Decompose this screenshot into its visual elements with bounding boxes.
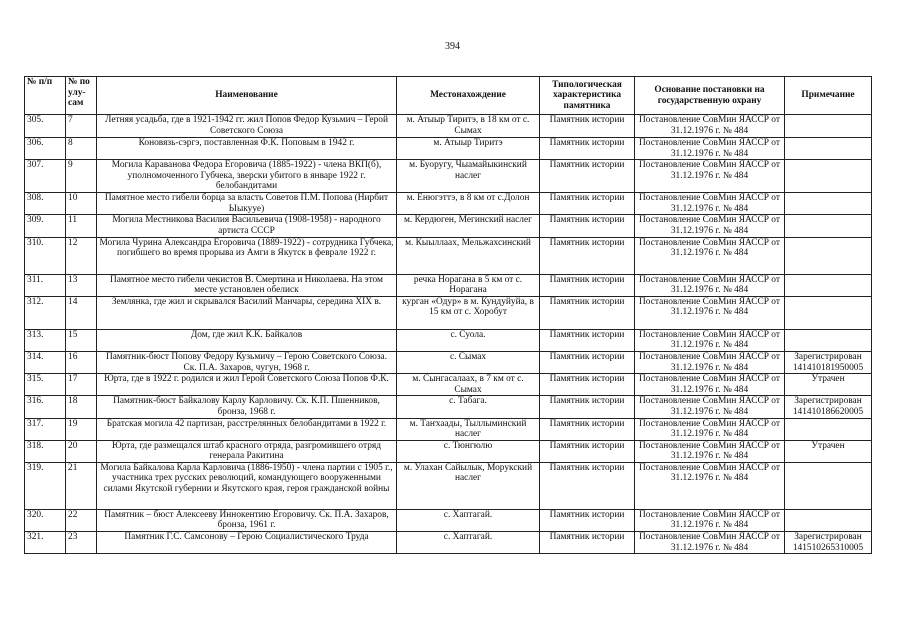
cell-note [785, 274, 872, 296]
cell-ulus-num: 8 [66, 138, 97, 160]
cell-ulus-num: 15 [66, 329, 97, 351]
cell-num: 317. [25, 418, 66, 440]
cell-num: 312. [25, 296, 66, 329]
cell-num: 306. [25, 138, 66, 160]
table-row [25, 418, 872, 440]
cell-name: Землянка, где жил и скрывался Василий Манчары, середина XIX в. [97, 296, 397, 329]
cell-num: 319. [25, 462, 66, 509]
table-row [25, 274, 872, 296]
cell-basis: Постановление СовМин ЯАССР от 31.12.1976 г. № 484 [635, 440, 785, 462]
cell-type: Памятник истории [540, 440, 635, 462]
cell-type: Памятник истории [540, 160, 635, 193]
cell-basis: Постановление СовМин ЯАССР от 31.12.1976 г. № 484 [635, 160, 785, 193]
cell-ulus-num: 13 [66, 274, 97, 296]
cell-basis: Постановление СовМин ЯАССР от 31.12.1976 г. № 484 [635, 351, 785, 373]
cell-num: 310. [25, 237, 66, 274]
cell-location: с. Тюнгюлю [397, 440, 540, 462]
cell-location: м. Кыыллаах, Мельжахсинский [397, 237, 540, 274]
cell-name: Юрта, где размещался штаб красного отряда, разгромившего отряд генерала Ракитина [97, 440, 397, 462]
cell-name: Могила Караванова Федора Егоровича (1885-1922) - члена ВКП(б), уполномоченного Губчека, зверски убитого в январе 1922 г. белобандитами [97, 160, 397, 193]
cell-name: Могила Местникова Василия Васильевича (1908-1958) - народного артиста СССР [97, 215, 397, 237]
cell-note [785, 237, 872, 274]
cell-location: м. Таҥхаады, Тыллыминский наслег [397, 418, 540, 440]
cell-basis: Постановление СовМин ЯАССР от 31.12.1976 г. № 484 [635, 509, 785, 531]
cell-name: Дом, где жил К.К. Байкалов [97, 329, 397, 351]
cell-location: с. Хаптагай. [397, 509, 540, 531]
cell-num: 313. [25, 329, 66, 351]
cell-note [785, 115, 872, 138]
table-row [25, 509, 872, 531]
cell-location: м. Улахан Сайылык, Морукский наслег [397, 462, 540, 509]
table-row [25, 329, 872, 351]
cell-type: Памятник истории [540, 462, 635, 509]
cell-name: Памятник-бюст Попову Федору Кузьмичу – Герою Советского Союза. Ск. П.А. Захаров, чугун, 1968 г. [97, 351, 397, 373]
cell-ulus-num: 10 [66, 193, 97, 215]
table-body [25, 115, 872, 554]
header-note: Примечание [785, 77, 872, 115]
cell-location: м. Атыыр Тиритэ [397, 138, 540, 160]
cell-num: 307. [25, 160, 66, 193]
cell-num: 320. [25, 509, 66, 531]
cell-basis: Постановление СовМин ЯАССР от 31.12.1976 г. № 484 [635, 329, 785, 351]
cell-num: 305. [25, 115, 66, 138]
cell-ulus-num: 11 [66, 215, 97, 237]
table-row [25, 160, 872, 193]
cell-basis: Постановление СовМин ЯАССР от 31.12.1976 г. № 484 [635, 215, 785, 237]
cell-ulus-num: 12 [66, 237, 97, 274]
cell-ulus-num: 20 [66, 440, 97, 462]
cell-basis: Постановление СовМин ЯАССР от 31.12.1976 г. № 484 [635, 532, 785, 554]
cell-type: Памятник истории [540, 193, 635, 215]
cell-num: 321. [25, 532, 66, 554]
cell-ulus-num: 22 [66, 509, 97, 531]
cell-type: Памятник истории [540, 351, 635, 373]
table-row [25, 215, 872, 237]
cell-name: Братская могила 42 партизан, расстрелянных белобандитами в 1922 г. [97, 418, 397, 440]
cell-note [785, 138, 872, 160]
cell-type: Памятник истории [540, 296, 635, 329]
cell-note: Зарегистрирован 141410186620005 [785, 396, 872, 418]
table-row [25, 296, 872, 329]
table-row [25, 193, 872, 215]
monuments-table [24, 76, 872, 554]
table-row [25, 351, 872, 373]
cell-ulus-num: 21 [66, 462, 97, 509]
cell-basis: Постановление СовМин ЯАССР от 31.12.1976 г. № 484 [635, 418, 785, 440]
cell-ulus-num: 18 [66, 396, 97, 418]
cell-location: м. Сынгасалаах, в 7 км от с. Сымах [397, 374, 540, 396]
cell-basis: Постановление СовМин ЯАССР от 31.12.1976 г. № 484 [635, 296, 785, 329]
cell-note: Утрачен [785, 440, 872, 462]
cell-location: м. Буоругу, Чыамайыкинский наслег [397, 160, 540, 193]
cell-note [785, 160, 872, 193]
cell-name: Памятник-бюст Байкалову Карлу Карловичу. Ск. К.П. Пшенников, бронза, 1968 г. [97, 396, 397, 418]
table-row [25, 396, 872, 418]
cell-name: Юрта, где в 1922 г. родился и жил Герой Советского Союза Попов Ф.К. [97, 374, 397, 396]
cell-name: Могила Чурина Александра Егоровича (1889-1922) - сотрудника Губчека, погибшего во время прорыва из Амги в Якутск в феврале 1922 г. [97, 237, 397, 274]
cell-note [785, 193, 872, 215]
cell-basis: Постановление СовМин ЯАССР от 31.12.1976 г. № 484 [635, 115, 785, 138]
cell-ulus-num: 19 [66, 418, 97, 440]
cell-basis: Постановление СовМин ЯАССР от 31.12.1976 г. № 484 [635, 374, 785, 396]
cell-type: Памятник истории [540, 532, 635, 554]
cell-basis: Постановление СовМин ЯАССР от 31.12.1976 г. № 484 [635, 396, 785, 418]
cell-type: Памятник истории [540, 509, 635, 531]
cell-ulus-num: 17 [66, 374, 97, 396]
cell-ulus-num: 7 [66, 115, 97, 138]
cell-location: с. Хаптагай. [397, 532, 540, 554]
cell-name: Летняя усадьба, где в 1921-1942 гг. жил Попов Федор Кузьмич – Герой Советского Союза [97, 115, 397, 138]
cell-name: Могила Байкалова Карла Карловича (1886-1950) - члена партии с 1905 г., участника трех русских революций, командующего вооруженными силами Якутской губернии и Якутского края, героя гражданской войны [97, 462, 397, 509]
cell-basis: Постановление СовМин ЯАССР от 31.12.1976 г. № 484 [635, 138, 785, 160]
table-header-row [25, 77, 872, 115]
cell-type: Памятник истории [540, 138, 635, 160]
table-row [25, 237, 872, 274]
cell-name: Памятник Г.С. Самсонову – Герою Социалистического Труда [97, 532, 397, 554]
header-location: Местонахождение [397, 77, 540, 115]
cell-ulus-num: 14 [66, 296, 97, 329]
cell-location: м. Кердюген, Мегинский наслег [397, 215, 540, 237]
cell-location: курган «Одур» в м. Кундуйуйа, в 15 км от с. Хоробут [397, 296, 540, 329]
cell-name: Памятное место гибели борца за власть Советов П.М. Попова (Нирбит Ыыкууе) [97, 193, 397, 215]
table-row [25, 115, 872, 138]
cell-type: Памятник истории [540, 115, 635, 138]
cell-location: м. Енюгэттэ, в 8 км от с.Долон [397, 193, 540, 215]
table-row [25, 532, 872, 554]
cell-ulus-num: 9 [66, 160, 97, 193]
table-row [25, 440, 872, 462]
cell-note [785, 418, 872, 440]
header-basis: Основание постановки на государственную охрану [635, 77, 785, 115]
cell-location: м. Атыыр Тиритэ, в 18 км от с. Сымах [397, 115, 540, 138]
cell-basis: Постановление СовМин ЯАССР от 31.12.1976 г. № 484 [635, 193, 785, 215]
cell-name: Памятник – бюст Алексееву Иннокентию Егоровичу. Ск. П.А. Захаров, бронза, 1961 г. [97, 509, 397, 531]
cell-num: 314. [25, 351, 66, 373]
cell-type: Памятник истории [540, 329, 635, 351]
cell-type: Памятник истории [540, 237, 635, 274]
cell-note [785, 509, 872, 531]
cell-num: 318. [25, 440, 66, 462]
cell-type: Памятник истории [540, 396, 635, 418]
cell-num: 308. [25, 193, 66, 215]
cell-num: 311. [25, 274, 66, 296]
cell-name: Коновязь-сэргэ, поставленная Ф.К. Поповым в 1942 г. [97, 138, 397, 160]
cell-basis: Постановление СовМин ЯАССР от 31.12.1976 г. № 484 [635, 462, 785, 509]
cell-note: Зарегистрирован 141410181950005 [785, 351, 872, 373]
table-row [25, 138, 872, 160]
cell-ulus-num: 16 [66, 351, 97, 373]
table-row [25, 374, 872, 396]
cell-type: Памятник истории [540, 418, 635, 440]
cell-ulus-num: 23 [66, 532, 97, 554]
cell-num: 309. [25, 215, 66, 237]
cell-note: Зарегистрирован 141510265310005 [785, 532, 872, 554]
page-number: 394 [445, 41, 460, 52]
cell-num: 316. [25, 396, 66, 418]
cell-note [785, 329, 872, 351]
cell-num: 315. [25, 374, 66, 396]
cell-note [785, 462, 872, 509]
cell-type: Памятник истории [540, 374, 635, 396]
cell-basis: Постановление СовМин ЯАССР от 31.12.1976 г. № 484 [635, 274, 785, 296]
header-ulus-num: № по улу-сам [66, 77, 97, 115]
header-name: Наименование [97, 77, 397, 115]
cell-note [785, 296, 872, 329]
cell-type: Памятник истории [540, 274, 635, 296]
cell-type: Памятник истории [540, 215, 635, 237]
cell-note [785, 215, 872, 237]
cell-location: с. Сымах [397, 351, 540, 373]
cell-location: с. Суола. [397, 329, 540, 351]
cell-basis: Постановление СовМин ЯАССР от 31.12.1976 г. № 484 [635, 237, 785, 274]
cell-location: с. Табага. [397, 396, 540, 418]
cell-location: речка Норагана в 5 км от с. Норагана [397, 274, 540, 296]
header-type: Типологическая характеристика памятника [540, 77, 635, 115]
cell-name: Памятное место гибели чекистов В. Смертина и Николаева. На этом месте установлен обелиск [97, 274, 397, 296]
cell-note: Утрачен [785, 374, 872, 396]
table-row [25, 462, 872, 509]
header-num: № п/п [25, 77, 66, 115]
